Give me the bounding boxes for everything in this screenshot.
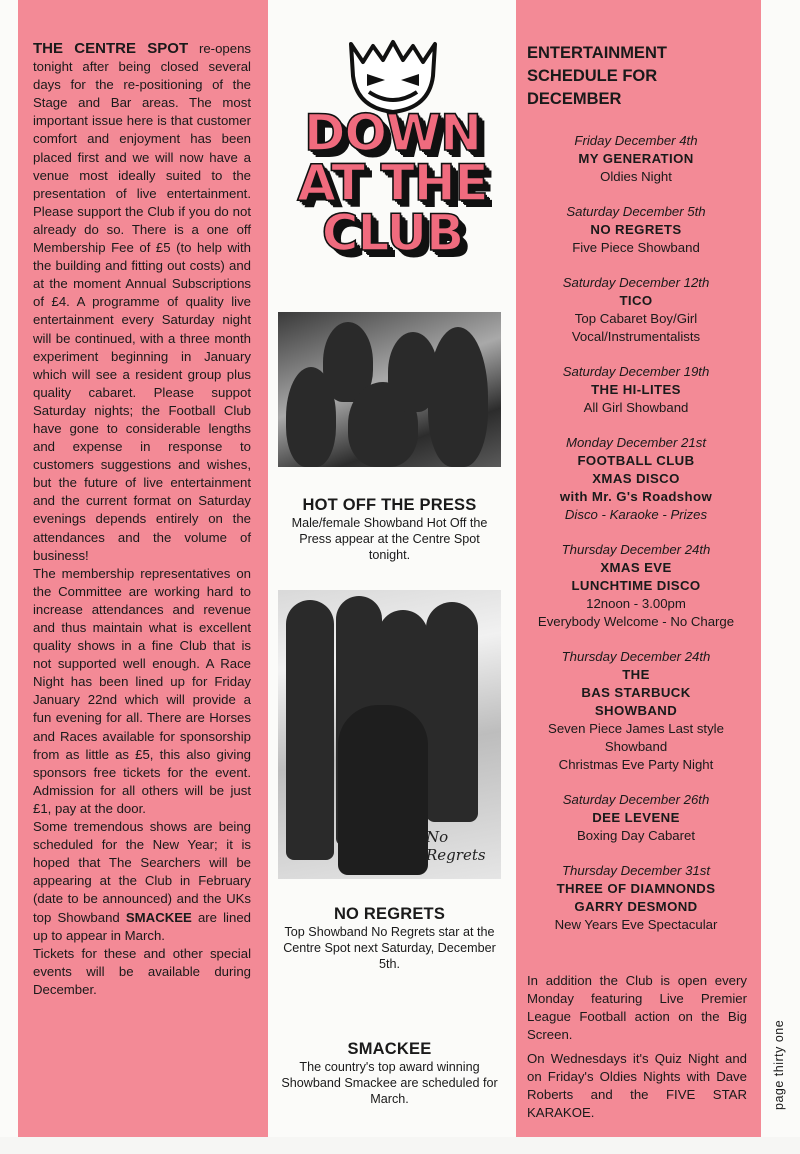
event-date: Saturday December 26th: [562, 792, 710, 807]
article-paragraph-3-a: Some tremendous shows are being scheduled for the New Year; it is hoped that The Searchers will be appearing at the Club in February (date to be announced) and the UKs top Showband: [33, 819, 251, 925]
event-item: [522, 541, 750, 631]
event-act: XMAS DISCO: [592, 471, 680, 486]
event-act: GARRY DESMOND: [574, 899, 698, 914]
event-item: [522, 363, 750, 417]
event-date: Thursday December 31st: [561, 863, 711, 878]
event-act: THE HI-LITES: [591, 382, 681, 397]
event-note: Everybody Welcome - No Charge: [537, 614, 735, 629]
event-date: Saturday December 19th: [562, 364, 710, 379]
hot-off-the-press-photo: [278, 312, 501, 467]
event-act: BAS STARBUCK: [581, 685, 691, 700]
caption-text: Top Showband No Regrets star at the Centre Spot next Saturday, December 5th.: [283, 925, 496, 971]
photo-signature: No Regrets: [426, 828, 486, 864]
footer-paragraph: On Wednesdays it's Quiz Night and on Friday's Oldies Nights with Dave Roberts and the FIVE STAR KARAKOE.: [527, 1051, 747, 1120]
event-date: Thursday December 24th: [561, 542, 711, 557]
event-item: [522, 132, 750, 186]
schedule-title-line: SCHEDULE FOR: [527, 67, 658, 85]
event-act: TICO: [619, 293, 653, 308]
event-act: XMAS EVE: [600, 560, 672, 575]
event-item: [522, 203, 750, 257]
article-lead-text: re-opens tonight after being closed several days for the re-positioning of the Stage and Bar areas. The most important issue here is that customer comfort and enjoyment has been placed first and we will now have a venue most ideally suited to the presentation of live entertainment. Please support the Club if you do not already do so. There is a one off Membership Fee of £5 (to help with the building and fitting out costs) and at the moment Annual Subscriptions of £4. A programme of quality live entertainment every Saturday night will be continued, with a three month experiment beginning in January which will see a resident group plus quality cabaret. Please suppot Saturday nights; the Football Club have gone to considerable lengths and expense in response to customers suggestions and wishes, but the future of live entertainment and the current format on Saturday evenings depends entirely on the attendances and the volume of business!: [33, 41, 251, 563]
caption-text: Male/female Showband Hot Off the Press appear at the Centre Spot tonight.: [291, 516, 488, 562]
caption-text: The country's top award winning Showband Smackee are scheduled for March.: [281, 1060, 498, 1106]
schedule-title: [527, 42, 747, 111]
event-act: FOOTBALL CLUB: [577, 453, 695, 468]
event-list: [522, 132, 750, 951]
event-date: Friday December 4th: [574, 133, 698, 148]
event-act: SHOWBAND: [594, 703, 678, 718]
event-item: [522, 274, 750, 346]
event-item: [522, 862, 750, 934]
article-paragraph-4: Tickets for these and other special events will be available during December.: [33, 945, 251, 997]
schedule-title-line: ENTERTAINMENT: [527, 44, 667, 62]
event-act: LUNCHTIME DISCO: [571, 578, 701, 593]
event-note: Seven Piece James Last style: [548, 721, 724, 736]
event-note: Top Cabaret Boy/Girl: [574, 311, 698, 326]
caption-title: NO REGRETS: [333, 905, 446, 923]
event-note: Five Piece Showband: [572, 240, 700, 255]
event-note: Disco - Karaoke - Prizes: [564, 507, 708, 522]
event-act: THE: [622, 667, 650, 682]
schedule-title-line: DECEMBER: [527, 90, 622, 108]
event-note: Christmas Eve Party Night: [558, 757, 714, 772]
event-item: [522, 791, 750, 845]
event-note: All Girl Showband: [583, 400, 689, 415]
page-edge: [0, 1137, 800, 1154]
page-number: page thirty one: [772, 1019, 786, 1110]
event-act: NO REGRETS: [590, 222, 682, 237]
article-paragraph-2: The membership representatives on the Committee are working hard to increase attendances and revenue and thus maintain what is excellent quality shows in a fine Club that is not supported well enough. A Race Night has been lined up for Friday January 22nd which will provide a fun evening for all. There are Horses and Races available for sponsorship from as little as £5, this also giving sponsors free tickets for the event. Admission for all others will be just £1, pay at the door.: [33, 565, 251, 816]
logo-line-2: AT THE: [297, 154, 488, 212]
event-note: Oldies Night: [600, 169, 672, 184]
event-act: with Mr. G's Roadshow: [559, 489, 713, 504]
event-date: Saturday December 5th: [566, 204, 706, 219]
down-at-the-club-logo: [280, 36, 505, 271]
event-date: Thursday December 24th: [561, 649, 711, 664]
event-note: Vocal/Instrumentalists: [571, 329, 701, 344]
event-act: MY GENERATION: [578, 151, 694, 166]
caption-smackee: [278, 1041, 501, 1107]
left-article: [33, 40, 251, 999]
caption-no-regrets: [278, 906, 501, 972]
smackee-bold: SMACKEE: [125, 909, 192, 925]
event-act: DEE LEVENE: [592, 810, 680, 825]
event-date: Monday December 21st: [565, 435, 706, 450]
article-paragraph-3-b: are lined up to appear in March.: [33, 909, 251, 943]
event-item: [522, 434, 750, 524]
event-act: THREE OF DIAMNONDS: [556, 881, 716, 896]
event-note: 12noon - 3.00pm: [586, 596, 686, 611]
event-note: New Years Eve Spectacular: [554, 917, 718, 932]
article-lead-heading: THE CENTRE SPOT: [33, 40, 189, 57]
caption-title: SMACKEE: [347, 1040, 432, 1058]
event-item: [522, 648, 750, 774]
caption-hot-off-the-press: [278, 497, 501, 563]
footer-paragraph: In addition the Club is open every Monday featuring Live Premier League Football action on the Big Screen.: [527, 973, 747, 1042]
article-paragraph-1: [33, 40, 251, 565]
no-regrets-photo: [278, 590, 501, 879]
schedule-footer: [527, 972, 747, 1128]
article-paragraph-3: [33, 818, 251, 945]
event-note: Boxing Day Cabaret: [576, 828, 696, 843]
caption-title: HOT OFF THE PRESS: [302, 496, 477, 514]
logo-line-1: DOWN: [303, 104, 481, 162]
logo-line-3: CLUB: [321, 204, 464, 262]
event-note: Showband: [604, 739, 668, 754]
event-date: Saturday December 12th: [562, 275, 710, 290]
